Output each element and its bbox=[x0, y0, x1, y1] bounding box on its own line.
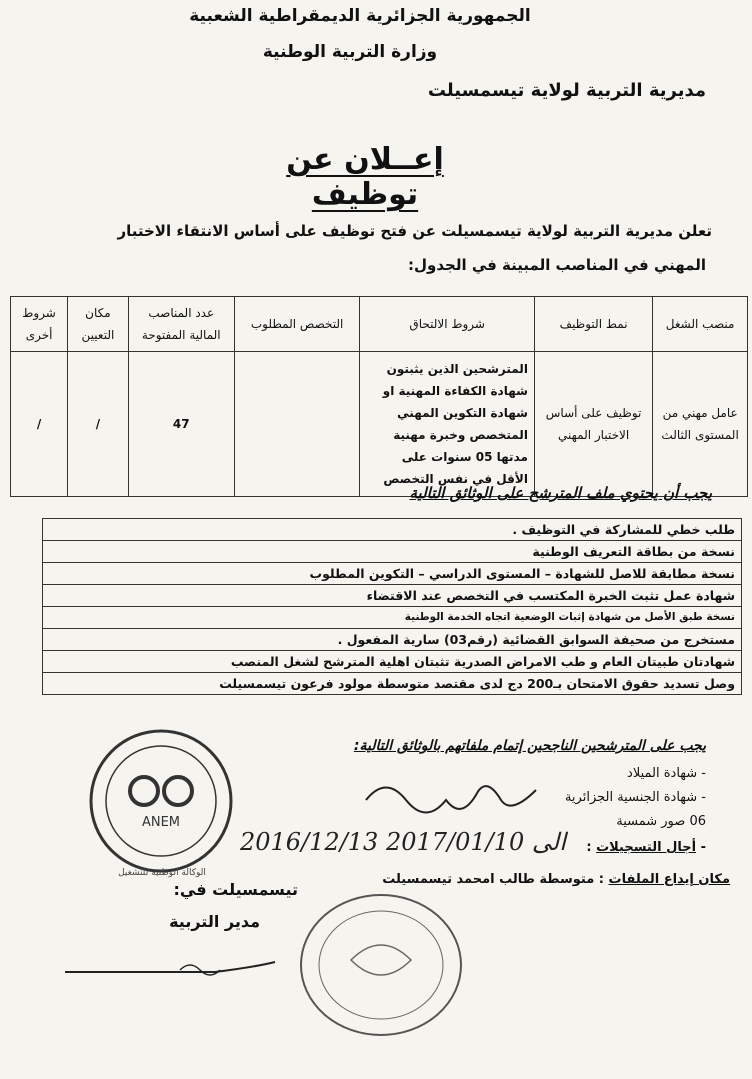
jobs-table bbox=[10, 296, 748, 497]
deadline-dates: 2016/12/13 الى 2017/01/10 bbox=[240, 828, 566, 856]
cell-open-posts: 47 bbox=[128, 352, 234, 497]
table-row bbox=[11, 352, 748, 497]
republic-header: الجمهورية الجزائرية الديمقراطية الشعبية bbox=[189, 6, 531, 26]
signature-title: مدير التربية bbox=[169, 912, 260, 931]
anem-stamp bbox=[86, 726, 236, 876]
followup-item-text: 06 صور شمسية bbox=[616, 814, 706, 829]
list-item: شهادة عمل تثبت الخبرة المكتسب في التخصص عند الاقتضاء bbox=[43, 585, 741, 607]
header-post: منصب الشغل bbox=[653, 297, 748, 352]
followup-item-text: شهادة الجنسية الجزائرية bbox=[564, 790, 698, 805]
docs-list bbox=[42, 518, 742, 695]
followup-item-text: شهادة الميلاد bbox=[627, 766, 698, 781]
director-signature bbox=[60, 952, 300, 1002]
deadline: - أجال التسجيلات : bbox=[586, 840, 706, 855]
followup-heading: يجب على المترشحين الناجحين إتمام ملفاتهم بالوثائق التالية: bbox=[353, 738, 706, 754]
followup-item: - شهادة الجنسية الجزائرية bbox=[564, 790, 706, 805]
cell-place: / bbox=[68, 352, 129, 497]
list-item: نسخة من بطاقة التعريف الوطنية bbox=[43, 541, 741, 563]
list-item: مستخرج من صحيفة السوابق القضائية (رقم03) سارية المفعول . bbox=[43, 629, 741, 651]
deposit-value: : متوسطة طالب امحمد تيسمسيلت bbox=[382, 872, 604, 887]
table-header-row bbox=[11, 297, 748, 352]
list-item: طلب خطي للمشاركة في التوظيف . bbox=[43, 519, 741, 541]
cell-other: / bbox=[11, 352, 68, 497]
stamp-caption: الوكالة الوطنية للتشغيل bbox=[118, 868, 206, 878]
deadline-label: أجال التسجيلات bbox=[596, 840, 697, 855]
cell-conditions: المترشحين الذين يثبتون شهادة الكفاءة المهنية او شهادة التكوين المهني المتخصص وخبرة مهنية مدتها 05 سنوات على الأقل في نفس التخصص bbox=[360, 352, 534, 497]
cell-specialty bbox=[234, 352, 360, 497]
stamp-label: ANEM bbox=[141, 815, 181, 830]
intro-line-1: تعلن مديرية التربية لولاية تيسمسيلت عن فتح توظيف على أساس الانتقاء الاختبار bbox=[117, 222, 712, 240]
intro-line-2: المهني في المناصب المبينة في الجدول: bbox=[408, 256, 706, 274]
deposit-label: مكان إيداع الملفات bbox=[608, 872, 730, 887]
followup-item: - شهادة الميلاد bbox=[627, 766, 706, 781]
docs-heading: يجب أن يحتوي ملف المترشح على الوثائق التالية bbox=[409, 484, 712, 502]
directorate-header: مديرية التربية لولاية تيسمسيلت bbox=[427, 80, 706, 101]
official-stamp bbox=[296, 890, 466, 1040]
list-item: وصل تسديد حقوق الامتحان بـ200 دج لدى مقتصد متوسطة مولود فرعون تيسمسيلت bbox=[219, 676, 735, 691]
header-place: مكان التعيين bbox=[68, 297, 129, 352]
list-item: نسخة طبق الأصل من شهادة إثبات الوضعية اتجاه الخدمة الوطنية bbox=[43, 607, 741, 629]
header-other: شروط أخرى bbox=[11, 297, 68, 352]
signature-scribble bbox=[356, 770, 546, 830]
header-open-posts: عدد المناصب المالية المفتوحة bbox=[128, 297, 234, 352]
list-item: نسخة مطابقة للاصل للشهادة – المستوى الدراسي – التكوين المطلوب bbox=[43, 563, 741, 585]
header-specialty: التخصص المطلوب bbox=[234, 297, 360, 352]
header-conditions: شروط الالتحاق bbox=[360, 297, 534, 352]
page-title: إعــلان عن توظيف bbox=[286, 142, 444, 212]
cell-mode: توظيف على أساس الاختبار المهني bbox=[534, 352, 652, 497]
header-mode: نمط التوظيف bbox=[534, 297, 652, 352]
signature-city: تيسمسيلت في: bbox=[173, 880, 298, 899]
ministry-header: وزارة التربية الوطنية bbox=[262, 42, 438, 62]
list-item: شهادتان طبيتان العام و طب الامراض الصدرية تثبتان اهلية المترشح لشغل المنصب bbox=[43, 651, 741, 673]
cell-post: عامل مهني من المستوى الثالث bbox=[653, 352, 748, 497]
